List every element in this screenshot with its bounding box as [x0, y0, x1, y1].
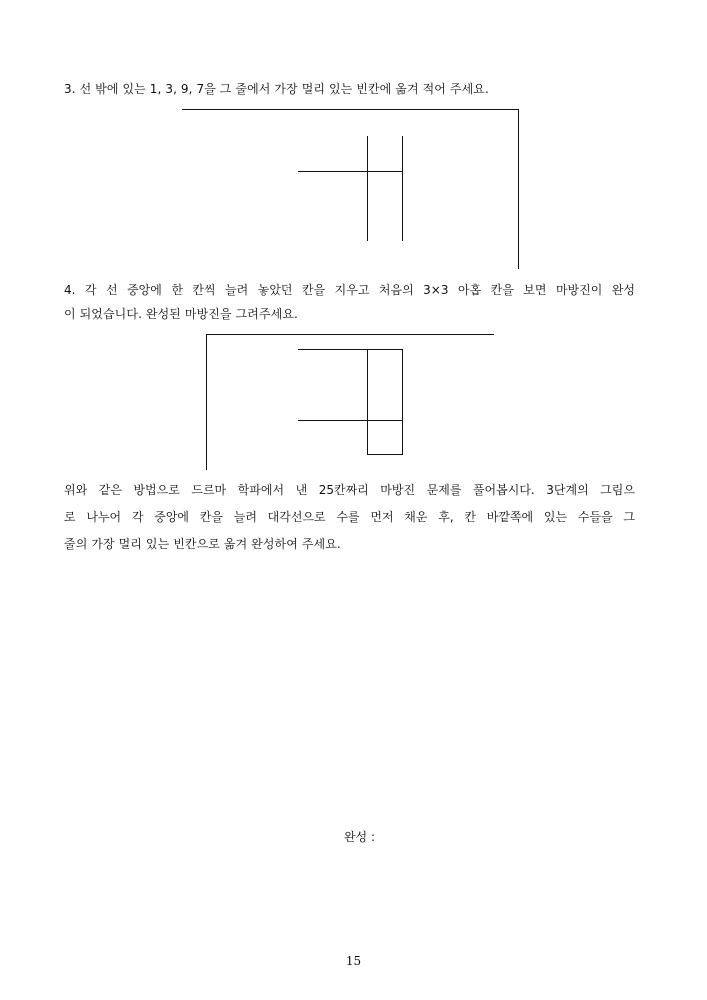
paragraph-line1: 위와 같은 방법으로 드르마 학파에서 낸 25칸짜리 마방진 문제를 풀어봅시다. 3단계의 그림으: [64, 483, 635, 497]
paragraph-line3: 줄의 가장 멀리 있는 빈칸으로 옮겨 완성하여 주세요.: [64, 537, 341, 551]
step4-instruction-line2: 이 되었습니다. 완성된 마방진을 그려주세요.: [64, 307, 298, 321]
page-number: 15: [345, 954, 362, 968]
paragraph-line2: 로 나누어 각 중앙에 칸을 늘려 대각선으로 수를 먼저 채운 후, 칸 바깥쪽에 있는 수들을 그: [64, 510, 635, 524]
step4-instruction-line1: 4. 각 선 중앙에 한 칸씩 늘려 놓았던 칸을 지우고 처음의 3×3 아홉 칸을 보면 마방진이 완성: [64, 283, 635, 297]
step3-instruction: 3. 선 밖에 있는 1, 3, 9, 7을 그 줄에서 가장 멀리 있는 빈칸에 옮겨 적어 주세요.: [64, 82, 489, 96]
completion-label: 완성 :: [343, 830, 376, 844]
